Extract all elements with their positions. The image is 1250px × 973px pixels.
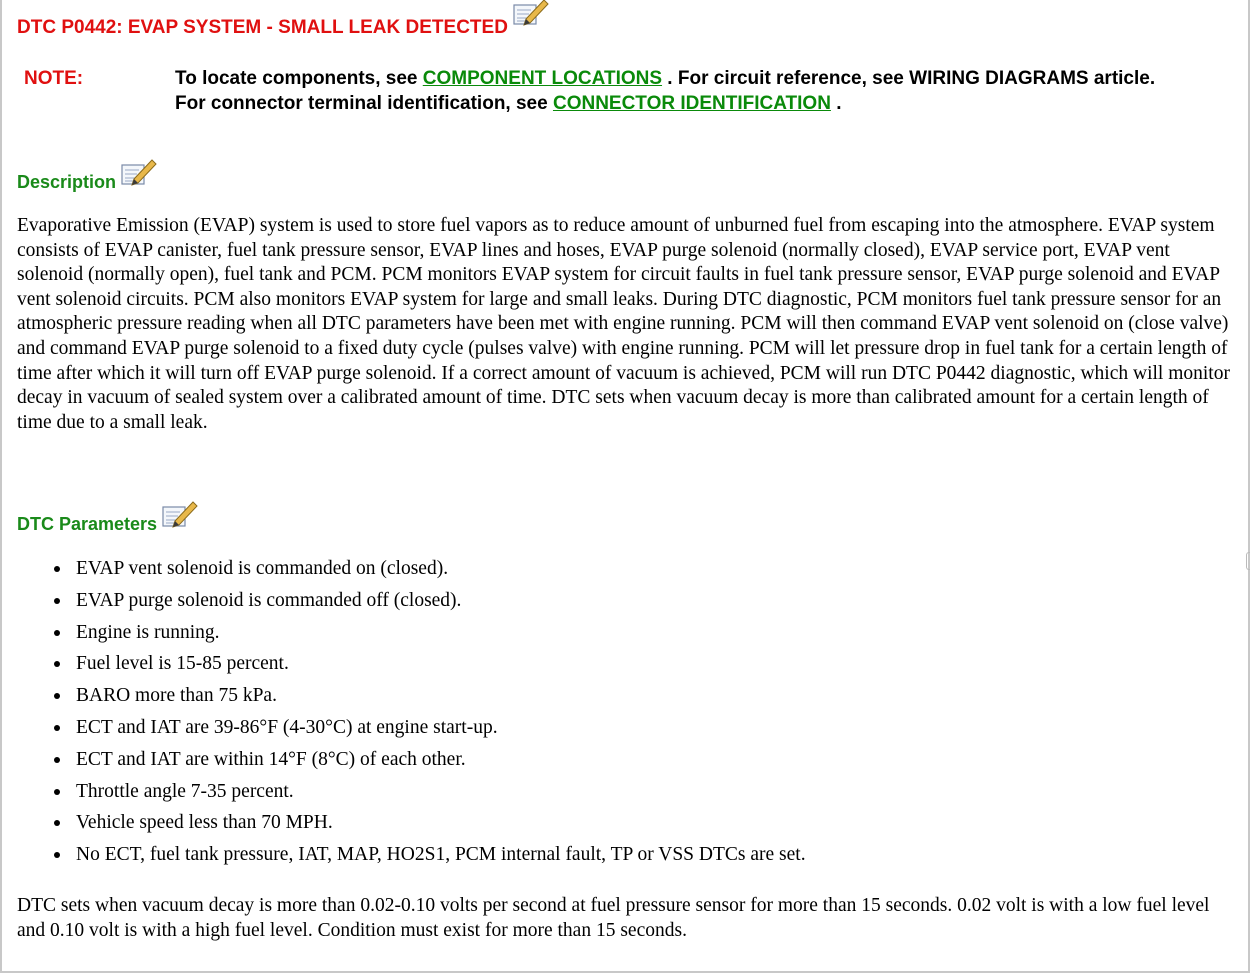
bullet xyxy=(54,661,60,667)
description-heading xyxy=(17,163,158,193)
bullet xyxy=(54,820,60,826)
component-locations-link[interactable]: COMPONENT LOCATIONS xyxy=(422,68,663,89)
list-item xyxy=(76,839,806,871)
bullet xyxy=(54,598,60,604)
scrollbar-notch[interactable] xyxy=(1246,552,1250,570)
list-item-text: EVAP purge solenoid is commanded off (closed). xyxy=(76,589,462,611)
bullet xyxy=(54,725,60,731)
list-item-text: ECT and IAT are within 14°F (8°C) of each other. xyxy=(76,748,466,770)
list-item-text: BARO more than 75 kPa. xyxy=(76,685,277,707)
note-text xyxy=(175,66,1175,116)
list-item xyxy=(76,648,806,680)
list-item-text: EVAP vent solenoid is commanded on (closed). xyxy=(76,558,449,579)
dtc-parameters-heading-text: DTC Parameters xyxy=(17,514,158,534)
bullet xyxy=(54,630,60,636)
bullet xyxy=(54,852,60,858)
note-text-part-2: . For circuit reference, see WIRING DIAGRAMS article. For connector terminal identification, see xyxy=(175,68,1156,114)
list-item-text: Vehicle speed less than 70 MPH. xyxy=(76,812,333,834)
page-title xyxy=(17,9,550,39)
list-item xyxy=(76,744,806,776)
list-item-text: No ECT, fuel tank pressure, IAT, MAP, HO2S1, PCM internal fault, TP or VSS DTCs are set. xyxy=(76,844,806,866)
dtc-parameters-heading xyxy=(17,505,199,535)
bullet xyxy=(54,789,60,795)
note-text-part-1: To locate components, see xyxy=(175,68,423,89)
bullet xyxy=(54,757,60,763)
edit-note-icon[interactable] xyxy=(161,499,199,529)
list-item xyxy=(76,585,806,617)
list-item xyxy=(76,776,806,808)
note-label: NOTE: xyxy=(24,68,84,89)
list-item xyxy=(76,617,806,649)
description-heading-text: Description xyxy=(17,172,117,192)
list-item xyxy=(76,680,806,712)
bullet xyxy=(54,693,60,699)
edit-note-icon[interactable] xyxy=(512,0,550,27)
dtc-set-condition: DTC sets when vacuum decay is more than 0.02-0.10 volts per second at fuel pressure sensor for more than 15 seconds. 0.02 volt is with a low fuel level and 0.10 volt is with a high fuel level. Condition must exist for more than 15 seconds. xyxy=(17,895,1210,941)
list-item-text: Engine is running. xyxy=(76,621,220,643)
page-title-text: DTC P0442: EVAP SYSTEM - SMALL LEAK DETECTED xyxy=(17,17,508,38)
dtc-parameters-list xyxy=(17,553,806,871)
list-item xyxy=(76,807,806,839)
list-item xyxy=(76,712,806,744)
list-item xyxy=(76,553,806,585)
connector-identification-link[interactable]: CONNECTOR IDENTIFICATION xyxy=(552,93,831,114)
list-item-text: ECT and IAT are 39-86°F (4-30°C) at engine start-up. xyxy=(76,716,498,738)
list-item-text: Fuel level is 15-85 percent. xyxy=(76,653,289,675)
list-item-text: Throttle angle 7-35 percent. xyxy=(76,780,294,802)
description-body: Evaporative Emission (EVAP) system is used to store fuel vapors as to reduce amount of unburned fuel from escaping into the atmosphere. EVAP system consists of EVAP canister, fuel tank pressure sensor, EVAP lines and hoses, EVAP purge solenoid (normally closed), EVAP service port, EVAP vent solenoid (normally open), fuel tank and PCM. PCM monitors EVAP system for circuit faults in fuel tank pressure sensor, EVAP purge solenoid and EVAP vent solenoid circuits. PCM also monitors EVAP system for large and small leaks. During DTC diagnostic, PCM monitors fuel tank pressure sensor for an atmospheric pressure reading when all DTC parameters have been met with engine running. PCM will then command EVAP vent solenoid on (close valve) and command EVAP purge solenoid to a fixed duty cycle (pulses valve) with engine running. PCM will let pressure drop in fuel tank for a certain length of time after which it will turn off EVAP purge solenoid. If a correct amount of vacuum is achieved, PCM will run DTC P0442 diagnostic, which will monitor decay in vacuum of sealed system over a calibrated amount of time. DTC sets when vacuum decay is more than calibrated amount for a certain length of time due to a small leak. xyxy=(17,215,1230,433)
note-text-part-3: . xyxy=(830,93,842,114)
bullet xyxy=(54,566,60,572)
edit-note-icon[interactable] xyxy=(120,157,158,187)
